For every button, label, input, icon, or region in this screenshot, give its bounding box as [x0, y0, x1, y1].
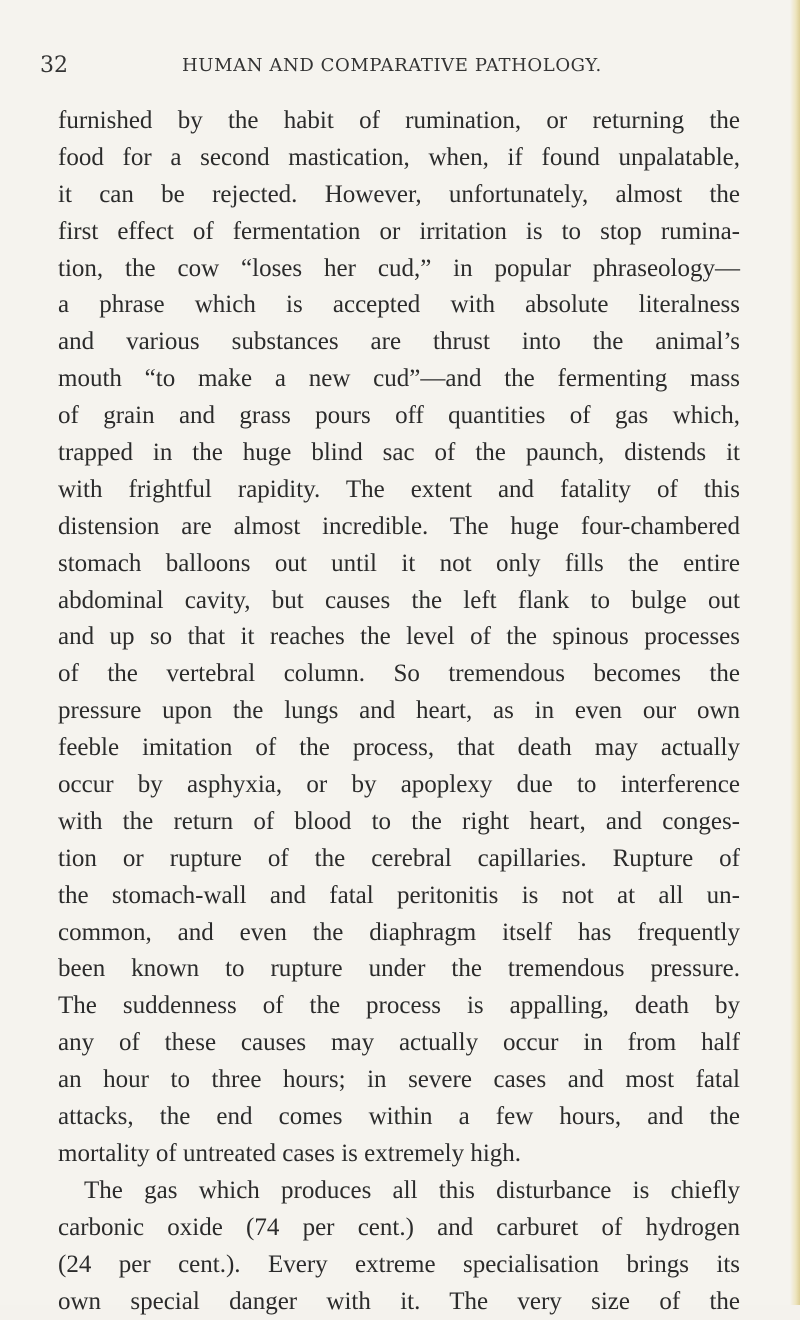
text-line: with the return of blood to the right heart, and conges-	[58, 804, 740, 841]
text-line: been known to rupture under the tremendous pressure.	[58, 951, 740, 988]
text-line: attacks, the end comes within a few hours, and the	[58, 1099, 740, 1136]
text-line: common, and even the diaphragm itself has frequently	[58, 915, 740, 952]
running-head: HUMAN AND COMPARATIVE PATHOLOGY.	[182, 55, 602, 76]
text-line: tion or rupture of the cerebral capillaries. Rupture of	[58, 841, 740, 878]
text-line: trapped in the huge blind sac of the paunch, distends it	[58, 435, 740, 472]
text-line: and various substances are thrust into the animal’s	[58, 324, 740, 361]
text-line: carbonic oxide (74 per cent.) and carburet of hydrogen	[58, 1210, 740, 1247]
text-line: a phrase which is accepted with absolute literalness	[58, 287, 740, 324]
page-edge	[790, 0, 800, 1305]
text-line: stomach balloons out until it not only fills the entire	[58, 546, 740, 583]
paragraph-start-line: The gas which produces all this disturbance is chiefly	[58, 1173, 740, 1210]
text-line: mortality of untreated cases is extremely high.	[58, 1136, 740, 1173]
text-line: food for a second mastication, when, if found unpalatable,	[58, 140, 740, 177]
text-line: of the vertebral column. So tremendous becomes the	[58, 656, 740, 693]
text-line: occur by asphyxia, or by apoplexy due to interference	[58, 767, 740, 804]
text-line: feeble imitation of the process, that death may actually	[58, 730, 740, 767]
text-line: first effect of fermentation or irritation is to stop rumina-	[58, 214, 740, 251]
text-line: tion, the cow “loses her cud,” in popular phraseology—	[58, 251, 740, 288]
text-line: and up so that it reaches the level of the spinous processes	[58, 619, 740, 656]
text-line: The suddenness of the process is appalling, death by	[58, 988, 740, 1025]
text-line: own special danger with it. The very size of the	[58, 1284, 740, 1320]
text-line: the stomach-wall and fatal peritonitis is not at all un-	[58, 878, 740, 915]
text-line: with frightful rapidity. The extent and fatality of this	[58, 472, 740, 509]
text-line: pressure upon the lungs and heart, as in even our own	[58, 693, 740, 730]
text-line: distension are almost incredible. The huge four-chambered	[58, 509, 740, 546]
text-line: furnished by the habit of rumination, or returning the	[58, 103, 740, 140]
text-line: any of these causes may actually occur in from half	[58, 1025, 740, 1062]
text-line: an hour to three hours; in severe cases and most fatal	[58, 1062, 740, 1099]
text-line: of grain and grass pours off quantities of gas which,	[58, 398, 740, 435]
text-line: it can be rejected. However, unfortunately, almost the	[58, 177, 740, 214]
page-header	[40, 53, 770, 83]
page-number: 32	[40, 53, 68, 78]
text-line: (24 per cent.). Every extreme specialisation brings its	[58, 1247, 740, 1284]
text-line: abdominal cavity, but causes the left flank to bulge out	[58, 583, 740, 620]
text-line: mouth “to make a new cud”—and the fermenting mass	[58, 361, 740, 398]
body-text	[58, 103, 740, 1320]
